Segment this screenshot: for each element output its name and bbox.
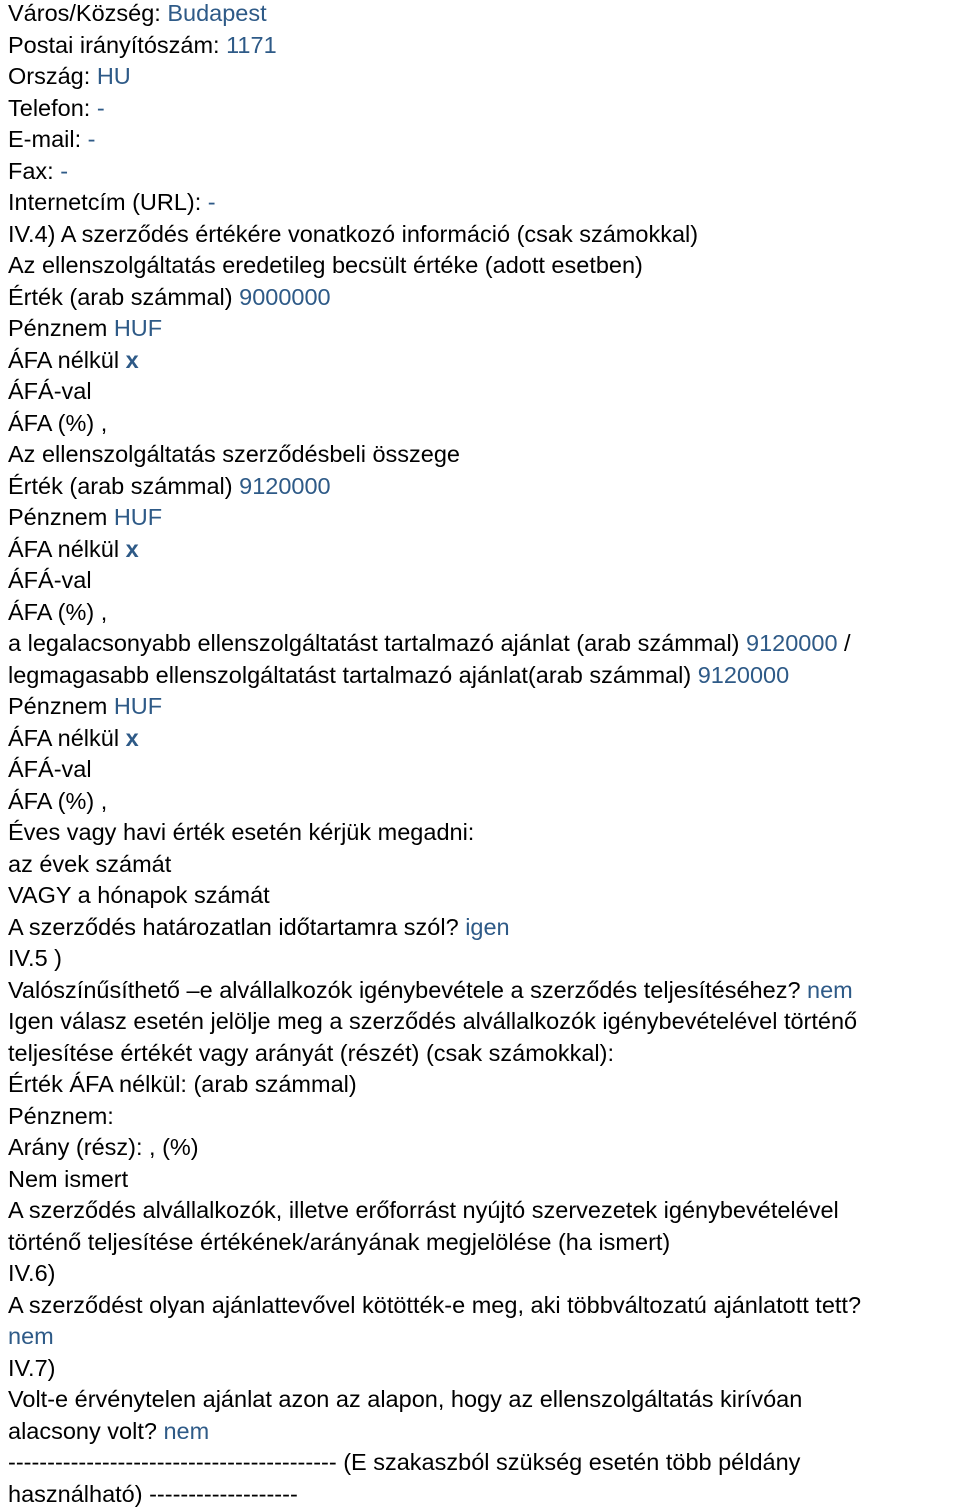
- text-line: [8, 126, 960, 158]
- field-label: Arány (rész): , (%): [8, 1134, 199, 1160]
- field-value: 1171: [226, 32, 277, 58]
- text-line: [8, 504, 960, 536]
- text-line: [8, 252, 960, 284]
- field-value: -: [97, 95, 105, 121]
- field-label: ÁFÁ-val: [8, 378, 92, 404]
- field-label: A szerződést olyan ajánlattevővel kötötték-e meg, aki többváltozatú ajánlatott tett?: [8, 1292, 861, 1318]
- text-line: [8, 945, 960, 977]
- field-label: ÁFÁ-val: [8, 756, 92, 782]
- field-value: -: [208, 189, 216, 215]
- field-value: x: [126, 536, 139, 562]
- text-line: [8, 1260, 960, 1292]
- text-line: [8, 851, 960, 883]
- text-line: [8, 347, 960, 379]
- text-line: [8, 1481, 960, 1512]
- text-line: [8, 1040, 960, 1072]
- field-label: A szerződés határozatlan időtartamra szól?: [8, 914, 465, 940]
- text-line: [8, 1229, 960, 1261]
- field-value: x: [126, 347, 139, 373]
- field-value: x: [126, 725, 139, 751]
- field-value: 9120000: [746, 630, 838, 656]
- field-label: Érték (arab számmal): [8, 284, 239, 310]
- field-label: legmagasabb ellenszolgáltatást tartalmazó ajánlat(arab számmal): [8, 662, 698, 688]
- field-label: Fax:: [8, 158, 60, 184]
- field-label: teljesítése értékét vagy arányát (részét) (csak számokkal):: [8, 1040, 614, 1066]
- field-value: 9120000: [698, 662, 790, 688]
- text-line: [8, 1386, 960, 1418]
- field-label: Valószínűsíthető –e alvállalkozók igénybevétele a szerződés teljesítéséhez?: [8, 977, 807, 1003]
- text-line: [8, 1418, 960, 1450]
- field-value: HUF: [114, 693, 162, 719]
- text-line: [8, 1323, 960, 1355]
- field-label: Internetcím (URL):: [8, 189, 208, 215]
- text-line: [8, 1103, 960, 1135]
- field-label: Pénznem: [8, 693, 114, 719]
- field-label: IV.4) A szerződés értékére vonatkozó információ (csak számokkal): [8, 221, 698, 247]
- field-label: az évek számát: [8, 851, 171, 877]
- text-line: [8, 189, 960, 221]
- text-line: [8, 378, 960, 410]
- field-value: -: [88, 126, 96, 152]
- field-value: HU: [97, 63, 131, 89]
- field-label: Igen válasz esetén jelölje meg a szerződés alvállalkozók igénybevételével történő: [8, 1008, 857, 1034]
- field-label: Az ellenszolgáltatás eredetileg becsült értéke (adott esetben): [8, 252, 643, 278]
- field-value: Budapest: [167, 0, 266, 26]
- field-value: nem: [807, 977, 853, 1003]
- field-label: Pénznem: [8, 504, 114, 530]
- text-line: [8, 284, 960, 316]
- field-label: IV.6): [8, 1260, 55, 1286]
- field-label: Éves vagy havi érték esetén kérjük megadni:: [8, 819, 474, 845]
- text-line: [8, 63, 960, 95]
- text-line: [8, 819, 960, 851]
- text-line: [8, 788, 960, 820]
- text-line: [8, 693, 960, 725]
- field-label: /: [838, 630, 851, 656]
- field-label: VAGY a hónapok számát: [8, 882, 270, 908]
- field-value: nem: [163, 1418, 209, 1444]
- field-label: Az ellenszolgáltatás szerződésbeli összege: [8, 441, 460, 467]
- text-line: [8, 158, 960, 190]
- text-line: [8, 221, 960, 253]
- field-value: 9000000: [239, 284, 331, 310]
- text-line: [8, 32, 960, 64]
- text-line: [8, 725, 960, 757]
- text-line: [8, 1071, 960, 1103]
- text-line: [8, 977, 960, 1009]
- field-label: Város/Község:: [8, 0, 167, 26]
- field-label: alacsony volt?: [8, 1418, 163, 1444]
- text-line: [8, 630, 960, 662]
- field-label: ÁFA nélkül: [8, 725, 126, 751]
- text-line: [8, 1449, 960, 1481]
- field-label: ÁFÁ-val: [8, 567, 92, 593]
- text-line: [8, 1197, 960, 1229]
- field-label: Pénznem: [8, 315, 114, 341]
- text-line: [8, 1166, 960, 1198]
- field-label: ÁFA (%) ,: [8, 410, 107, 436]
- text-line: [8, 1008, 960, 1040]
- field-label: A szerződés alvállalkozók, illetve erőforrást nyújtó szervezetek igénybevételével: [8, 1197, 839, 1223]
- field-value: nem: [8, 1323, 54, 1349]
- field-label: használható) -------------------: [8, 1481, 298, 1507]
- field-label: Postai irányítószám:: [8, 32, 226, 58]
- field-label: Érték ÁFA nélkül: (arab számmal): [8, 1071, 357, 1097]
- field-label: IV.5 ): [8, 945, 62, 971]
- field-label: Pénznem:: [8, 1103, 114, 1129]
- text-line: [8, 473, 960, 505]
- text-line: [8, 1292, 960, 1324]
- text-line: [8, 441, 960, 473]
- text-line: [8, 662, 960, 694]
- text-line: [8, 599, 960, 631]
- field-value: igen: [465, 914, 509, 940]
- text-line: [8, 1355, 960, 1387]
- text-line: [8, 315, 960, 347]
- field-label: Volt-e érvénytelen ajánlat azon az alapon, hogy az ellenszolgáltatás kirívóan: [8, 1386, 802, 1412]
- text-line: [8, 882, 960, 914]
- field-label: Nem ismert: [8, 1166, 128, 1192]
- field-label: E-mail:: [8, 126, 88, 152]
- field-label: ÁFA nélkül: [8, 347, 126, 373]
- field-label: Érték (arab számmal): [8, 473, 239, 499]
- text-line: [8, 914, 960, 946]
- field-value: HUF: [114, 315, 162, 341]
- text-line: [8, 1134, 960, 1166]
- text-line: [8, 567, 960, 599]
- field-value: -: [60, 158, 68, 184]
- field-label: ÁFA (%) ,: [8, 788, 107, 814]
- text-line: [8, 0, 960, 32]
- text-line: [8, 536, 960, 568]
- field-label: történő teljesítése értékének/arányának megjelölése (ha ismert): [8, 1229, 670, 1255]
- field-label: ÁFA nélkül: [8, 536, 126, 562]
- field-label: a legalacsonyabb ellenszolgáltatást tartalmazó ajánlat (arab számmal): [8, 630, 746, 656]
- field-label: ÁFA (%) ,: [8, 599, 107, 625]
- text-line: [8, 410, 960, 442]
- field-label: Telefon:: [8, 95, 97, 121]
- field-label: IV.7): [8, 1355, 55, 1381]
- text-line: [8, 756, 960, 788]
- field-label: Ország:: [8, 63, 97, 89]
- text-line: [8, 95, 960, 127]
- field-value: 9120000: [239, 473, 331, 499]
- field-value: HUF: [114, 504, 162, 530]
- field-label: ------------------------------------------ (E szakaszból szükség esetén több példány: [8, 1449, 800, 1475]
